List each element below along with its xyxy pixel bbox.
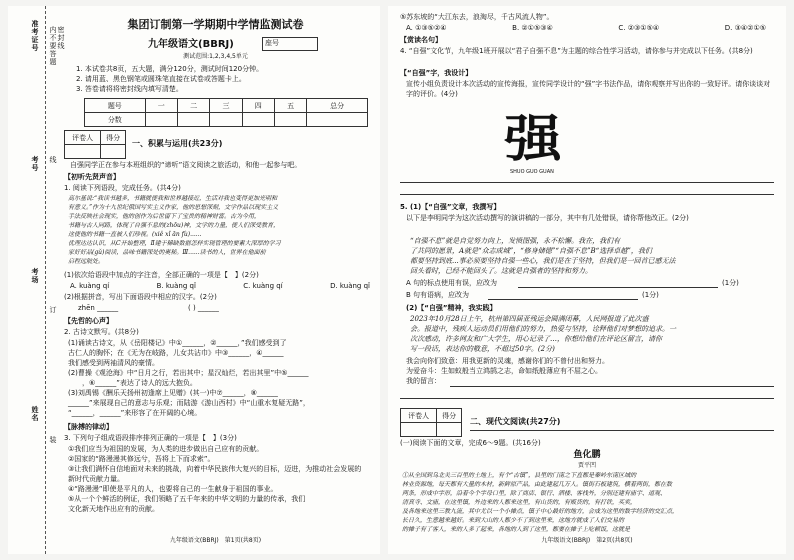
passage-line: 这使他的书籍一直被人们珍视。(xiě xǐ ān fù)...... [68,231,202,238]
q2-line: (1)诵读古诗文，从《岳阳楼记》中①______，②______，”我们感受到了 [68,339,287,347]
option-b[interactable]: B. kuàng qǐ [156,282,196,290]
article-line: ①从全国到乌北关三百里的土地上，有个“古镇”，县里的门南之下直都是秦岭东南区域的 [402,472,637,479]
tag-sages: 【先哲的心声】 [64,317,113,325]
instruction-2: 2. 请用蓝、黑色钢笔或圆珠笔直接在试卷或答题卡上。 [76,75,246,83]
scorer-input[interactable] [65,145,101,159]
instruction-1: 1. 本试卷共8页，五大题，满分120分，测试时间120分钟。 [76,65,264,73]
q1-blank2[interactable]: ( ) ______ [188,304,219,312]
q3-items [68,444,361,514]
q2-line: 古仁人的胸怀；在《无为在岐路，儿女共沾巾》中③______，④______ [68,349,284,357]
exam-title: 集团订制第一学期期中学情监测试卷 [127,18,304,31]
exam-scope: 测试范围:1,2,3,4,5单元 [183,53,248,60]
passage-line: 都要坚持到底...事必须要坚持自强一些心，我们是在于坚持，但我们是一回首已感无法 [410,257,676,265]
option-a[interactable]: A. ①③⑤②④ [406,24,447,32]
tag-quotes: 【赏读名句】 [400,36,442,44]
footer-page2: 九年级语文(BBRJ) 第2页(共8页) [541,537,633,544]
section1-title: 一、积累与运用(共23分) [132,139,223,148]
q4-stem: 4. “自强”文化节，九年级1班开展以“君子自强不息”为主题的综合性学习活动，请你参与并完成以下任务。(共8分) [400,47,753,55]
footer-page1: 九年级语文(BBRJ) 第1页(共8页) [169,537,262,544]
exam-page-right [388,6,786,554]
q2-line: ______”来展现自己的意志与乐观；而陆游《游山西村》中“山重水复疑无路”， [68,399,310,407]
q2-line: (3)刘禹锡《酬乐天扬州初逢席上见赠》(其一)中⑦______，⑧______ [68,389,278,397]
article-line: 长日久，生意越来越好。来到大山的人都少不了到这里来，这地方就成了人们交易的 [402,517,625,524]
passage-line: 了共同的愿景，A就是“众志成城”，“修身储德”“自强不息”B“选择卓越”，我们 [410,247,652,255]
passage-line: 高尔基说:“我读书越多，书籍就使我和世界越接近，生活对我也变得更加光明和 [68,195,278,202]
q3-item: 文化新天地作出应有的贡献。 [68,505,159,513]
q3-item: ①我们应当为祖国的发展，为人类的进步做出自己应有的贡献。 [68,445,264,453]
article-line: 林业资源地，每天都有大量的木材，新鲜原产品，由此建起几万人。镇街石板建筑，横着两街，都在数 [402,481,673,488]
intro-text: 自强同学正在参与本班组织的“谛听”语文阅读之旅活动，和他一起参与吧。 [70,161,302,169]
binding-zhuang-word: 装 [49,436,57,444]
score-input-cell[interactable] [274,113,306,127]
q2-line: 我们感受到两袖清风的豪情。 [68,359,159,367]
article-body [402,471,776,534]
q1-blank1[interactable]: zhēn ______ [78,304,119,312]
q5-stem: 5. (1)【“自强”文章，我撰写】 [400,203,501,211]
score-input[interactable] [101,145,126,159]
q5-fill-b-points: (1分) [642,291,659,299]
q2-line: “______，______”来形容了在开阔的心境。 [68,409,202,417]
q5-examples [406,356,609,386]
instructions-block [76,64,263,94]
q3-options [406,23,766,33]
q2-line: ，⑥______”表达了诗人的远大抱负。 [68,379,197,387]
answer-line[interactable] [400,398,774,399]
calligraphy-caption: SHUO GUO GUAN [510,169,554,175]
q3-item-5: ⑤苏东坡的“大江东去，浪淘尽，千古风流人物”。 [400,13,554,21]
q2-lines [68,338,310,418]
score-table-value-row [85,113,368,127]
passage-line: 手法反映社会现实，他的创作为后世留下了宝贵的精神财富。古为今用， [68,213,261,220]
score-cell: 总分 [307,99,368,113]
article-line: 的摊子有了客人，来的人多了起来，各地的人到了这里，都要在摊子上吃顿饭，这就是 [402,526,631,533]
article-line: 两条，形成中字形，沿着今个字母口里，除了商店、银行、酒楼、客栈外，分别还建有庙宇、道观、 [402,490,667,497]
q3-item: ②国家的“路漫漫其修远兮，吾将上下而求索”。 [68,455,215,463]
q3-item: ③让我们满怀自信地面对未来的挑战，向着中华民族伟大复兴的目标，迈进，为推动社会发展的 [68,465,362,473]
seat-label: 座号 [265,39,279,47]
option-a[interactable]: A. kuàng qí [70,282,110,290]
binding-note-seal: 密封线 [57,26,65,50]
scorer-label: 评卷人 [401,409,437,423]
score-cell: 二 [177,99,209,113]
section-divider [470,430,774,431]
passage-line: 书籍与古人同路，体现了自强不息的(zhōu)神，文学的力量，使人们深受教育， [68,222,280,229]
scorer-box [64,130,126,159]
q4-sub1: 宣传小组负责设计本次活动的宣传海报，宣传同学设计的“强”字书法作品，请你观察并写出你的一致好评。请你谈谈对字的评价。(4分) [406,80,771,98]
answer-line[interactable] [400,194,774,195]
score-input[interactable] [437,423,462,437]
q5-fill-a-points: (1分) [722,279,739,287]
passage-line: 回头看时，已经不能回头了。这就是自强者的坚持和努力。 [410,267,592,275]
q5-fill-b: B 句有语病，应改为 [406,291,470,299]
answer-line[interactable] [450,386,774,387]
q1-options [70,281,370,291]
answer-line[interactable] [400,182,774,183]
q1-sub2: (2)根据拼音，写出下面语段中相应的汉字。(2分) [64,293,217,301]
q3-item: 新时代贡献力量。 [68,475,124,483]
example-line: 我会向你们致意：用我更新的灵魂，感谢你们的不曾付出和努力。 [406,357,609,365]
option-d[interactable]: D. kuàng qǐ [330,282,370,290]
tag-pulse: 【脉搏的律动】 [64,423,113,431]
binding-note: 内不要答题 [49,26,57,66]
q2-stem: 2. 古诗文默写。(共8分) [64,328,139,336]
scorer-label: 评卷人 [65,131,101,145]
article-author: 贾平凹 [577,462,596,469]
tag-listen: 【初听先贤声音】 [64,173,120,181]
scorer-input[interactable] [401,423,437,437]
q5-sub2: (2)【“自强”精神，我实践】 [406,304,497,312]
q5-intro: 以下是李明同学为这次活动撰写的演讲稿的一部分，其中有几处错误，请你帮他改正。(2分) [406,214,689,222]
option-d[interactable]: D. ③④②①⑤ [724,24,766,32]
score-cell: 分数 [85,113,146,127]
passage-line: 写一段话，表达你的敬意，不超过50字。(2分) [410,345,555,353]
score-input-cell[interactable] [177,113,209,127]
q5-fill-a: A 句的标点使用有误，应改为 [406,279,498,287]
exam-subject: 九年级语文(BBRJ) [148,39,234,50]
scorer-label: 得分 [101,131,126,145]
q1-passage [68,194,373,266]
article-line: 及各地来这里三教九流，其中尤以一个小摊点，镇子中心最好的地方，会成为这里的数字经济的交汇点， [402,508,679,515]
q3-item: ⑤从一个个鲜活的例证，我们领略了五千年来的中华文明的力量的传承，我们 [68,495,306,503]
tag-design: 【“自强”字，我设计】 [400,69,473,77]
passage-line: 启程远航处。 [68,258,105,265]
passage-line: 家好好品(gǔ)阅读，品味书籍深处的奥秘。Ⅲ......读书的人，世界在他面前 [68,249,266,256]
scorer-box [400,408,462,437]
passage-line: 优理达达认识，从C开始整理，Ⅱ建于稀缺数据怎样实现管理的要素大深厚的学习 [68,240,281,247]
score-cell: 一 [145,99,177,113]
binding-exam-number-label: 准考证号 [31,20,39,52]
scorer-label: 得分 [437,409,462,423]
q1-sub1: (1)依次给语段中加点的字注音，全部正确的一项是【 】(2分) [64,271,259,279]
binding-dash-line [45,6,46,554]
score-input-cell[interactable] [210,113,242,127]
q5-passage [410,236,676,276]
exam-page-left [8,6,380,554]
score-cell: 三 [210,99,242,113]
reading-intro: (一)阅读下面的文章，完成6～9题。(共16分) [400,439,541,447]
passage-line: “自强不息”就是自觉努力向上，发愤图强，永不松懈。我在，我们有 [410,237,621,245]
option-c[interactable]: C. kuàng qí [243,282,283,290]
score-cell: 题号 [85,99,146,113]
answer-line[interactable] [488,299,638,300]
score-cell: 五 [274,99,306,113]
binding-ding-word: 订 [49,306,57,314]
section2-title: 二、现代文阅读(共27分) [470,417,561,426]
passage-line: 次次感动，许多网友和广大学生，用心记录了…，你想给他们在评论区留言，请你 [410,335,662,343]
score-cell: 四 [242,99,274,113]
my-message-label: 我的留言： [406,377,441,385]
score-input-cell[interactable] [242,113,274,127]
answer-line[interactable] [518,287,718,288]
option-b[interactable]: B. ②①⑤③④ [512,24,553,32]
q3-item: ④“路漫漫”即使是平凡的人，也要将自己的一生献身于祖国的事业。 [68,485,278,493]
passage-line: 2023年10月28日上午，杭州第四届亚残运会圆满闭幕，人民网报道了此次盛 [410,315,649,323]
score-table [84,98,368,127]
instruction-3: 3. 答卷请将将密封线内填写清楚。 [76,85,183,93]
binding-name-label: 姓名 [31,406,39,422]
article-line: 清真寺、文庙，在这里镇，外边来的人都来这里，有山货的，有贩货的，有打铁，买卖， [402,499,637,506]
calligraphy-character: 强 [504,109,562,168]
passage-line: 会。报道中，残疾人运动员们用他们的努力，热爱与坚持，诠释他们对梦想的追求。一 [410,325,676,333]
score-input-cell[interactable] [307,113,368,127]
q3-stem: 3. 下列句子组成语段排序排列正确的一项是【 】(3分) [64,434,237,442]
binding-line-word: 线 [49,156,57,164]
example-line: 为爱奋斗：生如蚁般当立鸿鹄之志，命如纸般薄应有不屈之心。 [406,367,602,375]
q2-line: (2)曹操《观沧海》中“日月之行，若出其中；星汉灿烂，若出其里”中⑤______ [68,369,309,377]
score-table-header-row [85,99,368,113]
binding-room-label: 考场 [31,268,39,284]
seat-number-box[interactable] [262,37,318,51]
binding-id-label: 考号 [31,156,39,172]
q5-sub2-passage [410,314,676,354]
passage-line: 有意义。”作为十九世纪俄国写实主义作家，他的思想深刻，文学作品以现实主义 [68,204,279,211]
option-c[interactable]: C. ②③①⑤④ [618,24,660,32]
q1-stem: 1. 阅读下列语段，完成任务。(共4分) [64,184,181,192]
article-title: 鱼化鹏 [573,450,601,460]
score-input-cell[interactable] [145,113,177,127]
